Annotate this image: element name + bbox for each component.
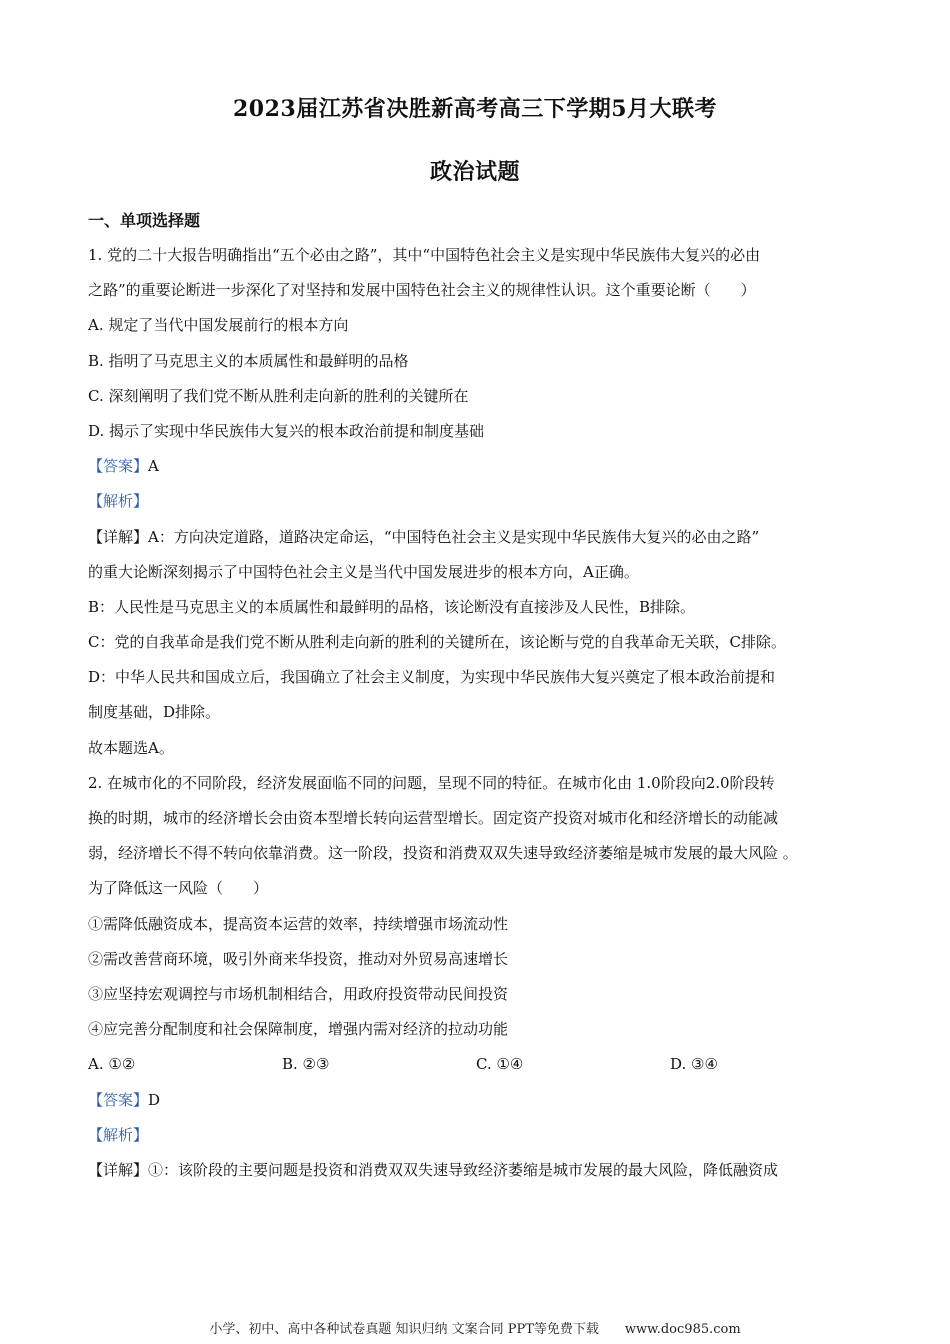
q2-answer-value: D — [148, 1090, 161, 1109]
q2-option-d: D. ③④ — [670, 1055, 718, 1074]
q2-answer — [88, 1086, 888, 1121]
q2-stem-line-1: 2. 在城市化的不同阶段，经济发展面临不同的问题，呈现不同的特征。在城市化由 1.0阶段向2.0阶段转 — [88, 773, 775, 792]
q1-answer-tag: 【答案】 — [88, 457, 149, 476]
question-content — [88, 241, 888, 1191]
q1-option-d: D. 揭示了实现中华民族伟大复兴的根本政治前提和制度基础 — [88, 421, 485, 440]
q1-answer-value: A — [148, 457, 159, 476]
q1-stem-line-1: 1. 党的二十大报告明确指出“五个必由之路”，其中“中国特色社会主义是实现中华民族伟大复兴的必由 — [88, 246, 761, 264]
q1-detail-line-6: 制度基础，D排除。 — [88, 703, 221, 722]
q2-stem-line-3: 弱，经济增长不得不转向依靠消费。这一阶段，投资和消费双双失速导致经济萎缩是城市发展的最大风险 。 — [88, 844, 798, 863]
q2-option-b: B. ②③ — [282, 1055, 330, 1074]
q1-option-c: C. 深刻阐明了我们党不断从胜利走向新的胜利的关键所在 — [88, 386, 469, 405]
q2-analysis-tag: 【解析】 — [88, 1125, 149, 1144]
q2-detail-text-1: ①：该阶段的主要问题是投资和消费双双失速导致经济萎缩是城市发展的最大风险，降低融资成 — [148, 1160, 779, 1179]
q1-conclusion: 故本题选A。 — [88, 738, 174, 757]
q1-stem-line-2: 之路”的重要论断进一步深化了对坚持和发展中国特色社会主义的规律性认识。这个重要论断（ ） — [88, 281, 756, 300]
page-footer: 小学、初中、高中各种试卷真题 知识归纳 文案合同 PPT等免费下载 www.doc985.com — [209, 1322, 741, 1337]
q2-answer-tag: 【答案】 — [88, 1090, 149, 1109]
q1-detail-line-4: C：党的自我革命是我们党不断从胜利走向新的胜利的关键所在，该论断与党的自我革命无关联，C排除。 — [88, 633, 786, 652]
q2-options — [88, 1050, 888, 1085]
q2-item-1: ①需降低融资成本，提高资本运营的效率，持续增强市场流动性 — [88, 914, 509, 933]
q1-detail-line-1 — [88, 523, 888, 558]
q1-detail-text-1: A：方向决定道路，道路决定命运，“中国特色社会主义是实现中华民族伟大复兴的必由之路” — [148, 527, 760, 546]
q2-item-4: ④应完善分配制度和社会保障制度，增强内需对经济的拉动功能 — [88, 1020, 509, 1039]
q2-stem-line-4: 为了降低这一风险（ ） — [88, 879, 269, 898]
q1-analysis — [88, 487, 888, 522]
section-heading: 一、单项选择题 — [88, 211, 201, 230]
q2-stem-line-2: 换的时期，城市的经济增长会由资本型增长转向运营型增长。固定资产投资对城市化和经济增长的动能减 — [88, 809, 779, 827]
q2-detail-tag: 【详解】 — [88, 1160, 149, 1179]
q2-option-c: C. ①④ — [476, 1055, 524, 1074]
q1-analysis-tag: 【解析】 — [88, 492, 149, 511]
q2-analysis — [88, 1121, 888, 1156]
q1-option-b: B. 指明了马克思主义的本质属性和最鲜明的品格 — [88, 351, 409, 370]
q2-option-a: A. ①② — [88, 1055, 136, 1074]
q1-option-a: A. 规定了当代中国发展前行的根本方向 — [88, 316, 349, 335]
document-subtitle: 政治试题 — [429, 159, 520, 185]
q2-detail-line-1 — [88, 1156, 888, 1191]
q1-detail-tag: 【详解】 — [88, 527, 149, 546]
q1-detail-line-2: 的重大论断深刻揭示了中国特色社会主义是当代中国发展进步的根本方向，A正确。 — [88, 562, 639, 581]
q1-detail-line-3: B：人民性是马克思主义的本质属性和最鲜明的品格，该论断没有直接涉及人民性，B排除。 — [88, 597, 696, 616]
q2-item-3: ③应坚持宏观调控与市场机制相结合，用政府投资带动民间投资 — [88, 984, 509, 1003]
document-title: 2023届江苏省决胜新高考高三下学期5月大联考 — [232, 96, 718, 122]
q1-detail-line-5: D：中华人民共和国成立后，我国确立了社会主义制度，为实现中华民族伟大复兴奠定了根本政治前提和 — [88, 668, 776, 687]
q1-answer — [88, 452, 888, 487]
q2-item-2: ②需改善营商环境，吸引外商来华投资，推动对外贸易高速增长 — [88, 949, 509, 968]
